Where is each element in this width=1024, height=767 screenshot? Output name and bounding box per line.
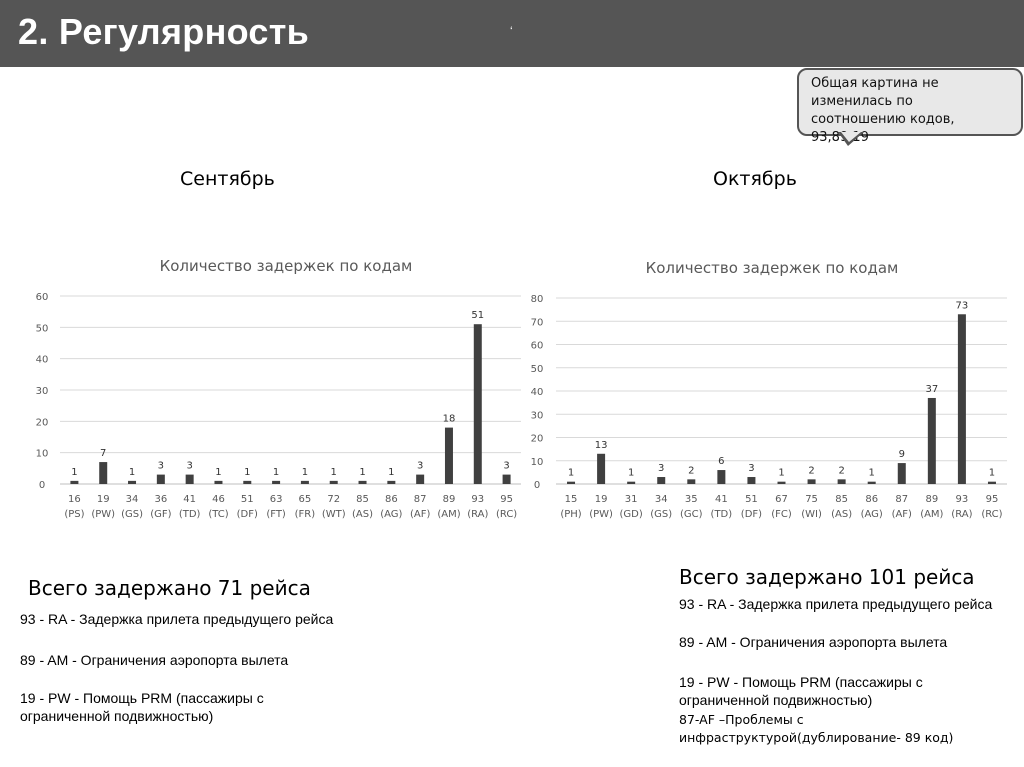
sep-xtick-code-41: 41	[183, 494, 197, 505]
oct-xtick-code-93: 93	[955, 494, 969, 505]
sep-data-label-46: 1	[215, 466, 222, 478]
sep-xtick-code-93: 93	[471, 494, 485, 505]
oct-bar-31	[627, 482, 635, 484]
oct-xtick-abbr-87: (AF)	[891, 509, 912, 520]
sep-xtick-abbr-46: (TC)	[208, 509, 229, 520]
september-note-am: 89 - AM - Ограничения аэропорта вылета	[20, 652, 289, 668]
sep-bar-34	[128, 481, 136, 484]
september-total: Всего задержано 71 рейса	[28, 576, 311, 600]
sep-bar-93	[474, 324, 482, 484]
sep-data-label-85: 1	[359, 466, 366, 478]
oct-bar-19	[597, 454, 605, 484]
sep-data-label-87: 3	[416, 460, 424, 472]
oct-ytick-label-70: 70	[530, 317, 544, 329]
september-heading: Сентябрь	[180, 168, 275, 190]
oct-data-label-31: 1	[627, 467, 635, 479]
callout-bubble: Общая картина не изменилась по соотношению кодов, 93,89,19	[797, 68, 1023, 136]
sep-ytick-label-50: 50	[35, 323, 49, 335]
sep-data-label-36: 3	[157, 460, 165, 472]
sep-xtick-abbr-89: (AM)	[437, 509, 461, 520]
oct-bar-35	[687, 479, 695, 484]
sep-xtick-code-34: 34	[125, 494, 139, 505]
sep-xtick-abbr-19: (PW)	[91, 509, 116, 520]
oct-xtick-abbr-51: (DF)	[740, 509, 763, 520]
september-chart	[18, 244, 523, 529]
oct-bar-75	[808, 479, 816, 484]
sep-xtick-code-85: 85	[356, 494, 369, 505]
oct-ytick-label-30: 30	[530, 410, 544, 422]
sep-xtick-abbr-86: (AG)	[380, 509, 403, 520]
october-note-am: 89 - AM - Ограничения аэропорта вылета	[679, 634, 948, 650]
sep-xtick-code-51: 51	[240, 494, 254, 505]
oct-data-label-85: 2	[838, 465, 845, 477]
sep-data-label-51: 1	[244, 466, 251, 478]
oct-xtick-abbr-93: (RA)	[951, 509, 973, 520]
sep-xtick-code-36: 36	[154, 494, 168, 505]
oct-xtick-abbr-19: (PW)	[589, 509, 613, 520]
oct-bar-89	[928, 398, 936, 484]
october-heading: Октябрь	[713, 168, 797, 190]
oct-data-label-67: 1	[778, 467, 785, 479]
sep-data-label-86: 1	[388, 466, 395, 478]
oct-bar-93	[958, 314, 966, 484]
oct-xtick-code-19: 19	[594, 494, 608, 505]
september-note-ra: 93 - RA - Задержка прилета предыдущего рейса	[20, 611, 334, 627]
sep-ytick-label-30: 30	[35, 386, 49, 397]
oct-xtick-code-75: 75	[805, 494, 818, 505]
sep-xtick-abbr-51: (DF)	[236, 509, 258, 520]
oct-ytick-label-80: 80	[530, 294, 544, 305]
oct-data-label-15: 1	[567, 467, 575, 479]
sep-xtick-code-72: 72	[327, 494, 341, 505]
sep-xtick-code-46: 46	[212, 494, 225, 505]
sep-xtick-abbr-41: (TD)	[178, 509, 201, 520]
sep-bar-72	[330, 481, 338, 484]
october-total: Всего задержано 101 рейса	[679, 565, 975, 589]
oct-bar-86	[868, 482, 876, 484]
oct-bar-95	[988, 482, 996, 484]
oct-data-label-93: 73	[955, 300, 969, 312]
oct-xtick-abbr-86: (AG)	[860, 509, 883, 520]
oct-xtick-code-15: 15	[564, 494, 578, 505]
sep-bar-89	[445, 428, 453, 484]
sep-data-label-65: 1	[301, 466, 309, 478]
sep-xtick-code-89: 89	[442, 494, 456, 505]
oct-xtick-code-35: 35	[684, 494, 698, 505]
callout-tail-inner	[841, 132, 861, 142]
oct-data-label-34: 3	[658, 463, 665, 475]
oct-xtick-code-86: 86	[865, 494, 879, 505]
sep-data-label-16: 1	[71, 466, 78, 478]
oct-data-label-51: 3	[748, 463, 755, 475]
sep-ytick-label-0: 0	[38, 480, 46, 491]
sep-bar-95	[503, 475, 511, 484]
oct-xtick-abbr-85: (AS)	[831, 509, 853, 520]
oct-ytick-label-50: 50	[530, 363, 544, 375]
sep-data-label-72: 1	[330, 466, 337, 478]
oct-xtick-code-31: 31	[624, 494, 638, 505]
oct-xtick-abbr-75: (WI)	[801, 509, 822, 520]
sep-xtick-code-65: 65	[298, 494, 312, 505]
oct-bar-34	[657, 477, 665, 484]
oct-xtick-code-67: 67	[775, 494, 788, 505]
oct-data-label-89: 37	[925, 383, 939, 395]
sep-xtick-code-95: 95	[500, 494, 513, 505]
oct-xtick-code-51: 51	[745, 494, 758, 505]
october-note-af: 87-AF –Проблемы с инфраструктурой(дублирование- 89 код)	[679, 712, 954, 745]
oct-ytick-label-60: 60	[530, 340, 544, 352]
sep-data-label-34: 1	[128, 466, 136, 478]
oct-xtick-code-41: 41	[714, 494, 728, 505]
sep-data-label-95: 3	[503, 460, 510, 472]
slide-title: 2. Регулярность	[18, 11, 310, 52]
oct-xtick-abbr-41: (TD)	[710, 509, 733, 520]
oct-ytick-label-40: 40	[530, 387, 544, 398]
october-note-ra: 93 - RA - Задержка прилета предыдущего рейса	[679, 596, 993, 612]
oct-xtick-abbr-34: (GS)	[650, 509, 673, 520]
sep-xtick-abbr-63: (FT)	[266, 509, 286, 520]
oct-bar-67	[778, 482, 786, 484]
october-chart	[512, 248, 1012, 533]
oct-xtick-abbr-95: (RC)	[981, 509, 1003, 520]
oct-ytick-label-10: 10	[530, 456, 544, 468]
sep-xtick-abbr-87: (AF)	[409, 509, 431, 520]
sep-bar-86	[387, 481, 395, 484]
sep-data-label-63: 1	[272, 466, 280, 478]
oct-data-label-35: 2	[688, 465, 695, 477]
corner-mark: ‘	[510, 24, 513, 38]
oct-xtick-code-85: 85	[835, 494, 849, 505]
sep-xtick-abbr-16: (PS)	[64, 509, 85, 520]
sep-bar-41	[186, 475, 194, 484]
oct-xtick-abbr-35: (GC)	[680, 509, 703, 520]
sep-bar-65	[301, 481, 309, 484]
sep-xtick-abbr-36: (GF)	[150, 509, 172, 520]
sep-xtick-code-16: 16	[68, 494, 81, 505]
oct-bar-87	[898, 463, 906, 484]
sep-xtick-abbr-95: (RC)	[495, 509, 518, 520]
oct-data-label-75: 2	[808, 465, 815, 477]
sep-xtick-code-19: 19	[96, 494, 110, 505]
oct-ytick-label-20: 20	[530, 433, 544, 445]
sep-data-label-41: 3	[186, 460, 193, 472]
oct-xtick-code-34: 34	[654, 494, 668, 505]
oct-ytick-label-0: 0	[533, 480, 541, 491]
sep-ytick-label-20: 20	[35, 417, 49, 429]
sep-bar-36	[157, 475, 165, 484]
oct-xtick-code-89: 89	[925, 494, 939, 505]
sep-ytick-label-60: 60	[35, 292, 49, 303]
oct-bar-85	[838, 479, 846, 484]
oct-data-label-95: 1	[988, 467, 996, 479]
september-note-pw: 19 - PW - Помощь PRM (пассажиры с ограниченной подвижностью)	[20, 690, 264, 724]
sep-bar-19	[99, 462, 107, 484]
sep-chart-title: Количество задержек по кодам	[159, 257, 413, 275]
oct-chart-title: Количество задержек по кодам	[645, 259, 899, 277]
sep-bar-51	[243, 481, 251, 484]
sep-xtick-abbr-34: (GS)	[121, 509, 143, 520]
sep-bar-46	[214, 481, 222, 484]
oct-bar-41	[717, 470, 725, 484]
oct-xtick-abbr-67: (FC)	[771, 509, 792, 520]
sep-xtick-abbr-85: (AS)	[352, 509, 374, 520]
oct-xtick-abbr-89: (AM)	[920, 509, 944, 520]
sep-data-label-89: 18	[442, 413, 456, 425]
sep-bar-16	[70, 481, 78, 484]
october-note-pw: 19 - PW - Помощь PRM (пассажиры с ограниченной подвижностью)	[679, 674, 923, 708]
oct-data-label-86: 1	[868, 467, 875, 479]
oct-bar-15	[567, 482, 575, 484]
sep-ytick-label-10: 10	[35, 448, 49, 460]
sep-xtick-code-86: 86	[384, 494, 398, 505]
oct-data-label-19: 13	[594, 439, 608, 451]
sep-bar-85	[359, 481, 367, 484]
oct-xtick-code-87: 87	[895, 494, 909, 505]
sep-ytick-label-40: 40	[35, 354, 49, 366]
oct-xtick-abbr-15: (PH)	[560, 509, 582, 520]
sep-xtick-abbr-93: (RA)	[467, 509, 489, 520]
sep-xtick-abbr-72: (WT)	[321, 509, 346, 520]
sep-xtick-code-87: 87	[413, 494, 427, 505]
sep-bar-87	[416, 475, 424, 484]
oct-bar-51	[747, 477, 755, 484]
oct-data-label-41: 6	[718, 456, 725, 468]
sep-data-label-19: 7	[100, 448, 107, 460]
sep-data-label-93: 51	[471, 310, 485, 322]
sep-xtick-code-63: 63	[269, 494, 283, 505]
title-bar	[0, 0, 1024, 67]
sep-xtick-abbr-65: (FR)	[294, 509, 316, 520]
oct-xtick-abbr-31: (GD)	[619, 509, 643, 520]
sep-bar-63	[272, 481, 280, 484]
oct-xtick-code-95: 95	[985, 494, 999, 505]
oct-data-label-87: 9	[898, 449, 905, 461]
